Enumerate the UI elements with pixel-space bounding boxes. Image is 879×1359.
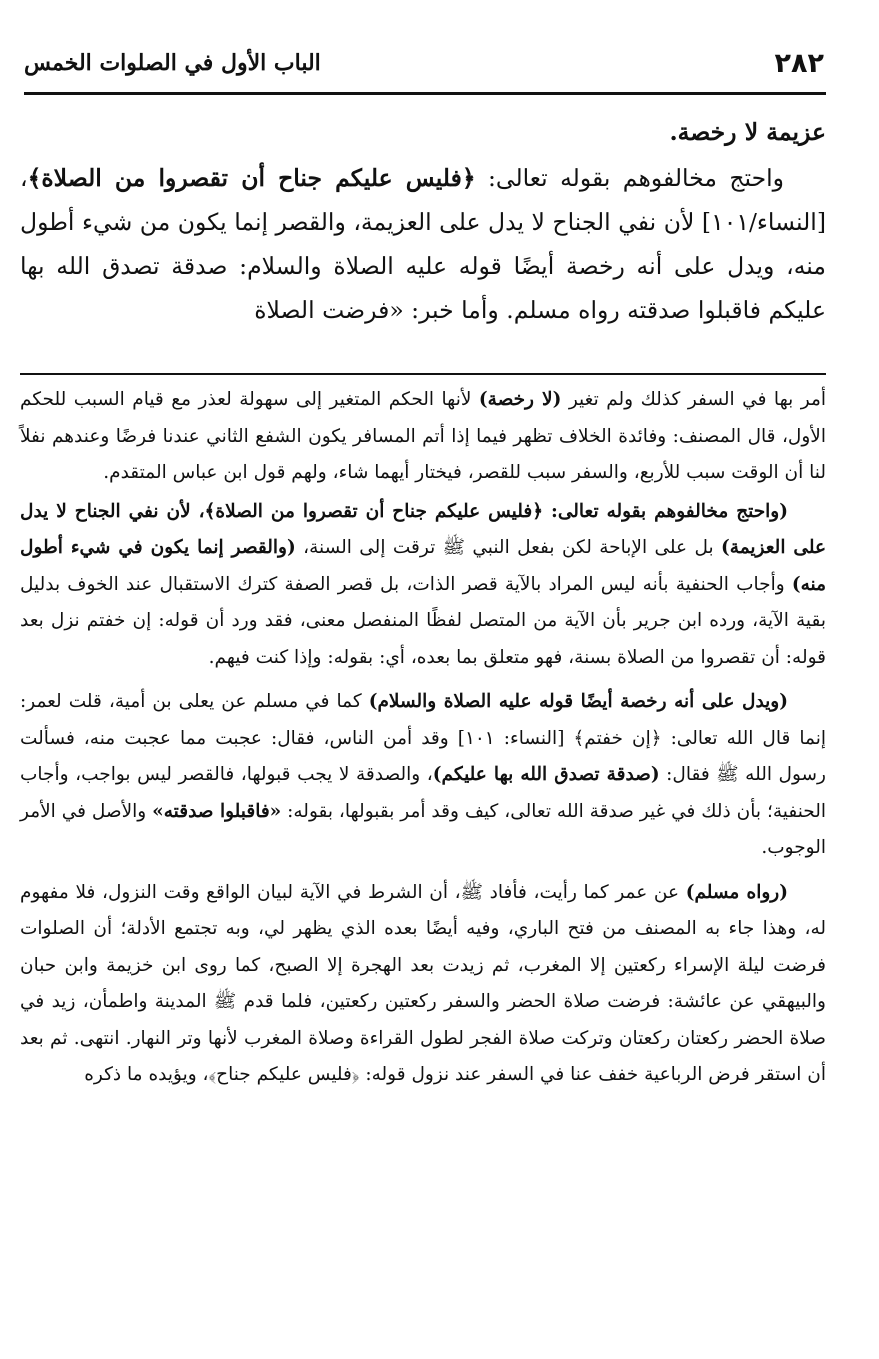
commentary-text: بل على الإباحة لكن بفعل النبي ﷺ ترقت إلى السنة، [295,537,722,558]
header-rule [24,92,826,95]
commentary-text: والأصل في الأمر الوجوب. [20,800,826,858]
main-paragraph [20,110,826,154]
commentary-quote: (والقصر إنما يكون في شيء أطول منه) [20,537,826,595]
commentary-quote: (رواه مسلم) [685,881,788,903]
main-line-1: عزيمة لا رخصة. [669,118,826,146]
commentary-quote: (واحتج مخالفوهم بقوله تعالى: ﴿فليس عليكم جناح أن تقصروا من الصلاة﴾، لأن نفي الجناح لا يدل على العزيمة) [20,500,826,558]
commentary-text: ، والصدقة لا يجب قبولها، فالقصر ليس بواجب، وأجاب الحنفية؛ بأن ذلك في غير صدقة الله تعالى، كيف وقد أمر بقبولها، بقوله: [20,764,826,822]
commentary-paragraph [20,875,826,1094]
quran-verse: ﴿فليس عليكم جناح أن تقصروا من الصلاة﴾ [27,164,476,192]
main-text-span: واحتج مخالفوهم بقوله تعالى: [475,164,784,192]
commentary-quote: (صدقة تصدق الله بها عليكم) [432,764,660,785]
commentary-text: وأجاب الحنفية بأنه ليس المراد بالآية قصر الذات، بل قصر الصفة كترك الاستقبال عند الخوف بدليل بقية الآية، ورده ابن جرير بأن الآية من المتصل لفظًا المنفصل معنى، فقد ورد أن قوله: إن خفتم نزل بعد قوله: أن تقصروا من الصلاة بسنة، فهو متعلق بما بعده، أي: بقوله: وإذا كنت فيهم. [20,573,826,668]
running-title: الباب الأول في الصلوات الخمس [24,50,321,76]
main-text [20,110,826,332]
page-header [24,46,824,86]
commentary [20,382,826,1102]
commentary-quote: «فاقبلوا صدقته» [152,800,282,822]
commentary-paragraph [20,382,826,492]
main-text-span: ، [النساء/١٠١] لأن نفي الجناح لا يدل على العزيمة، والقصر إنما يكون من شيء أطول منه، ويدل على أنه رخصة أيضًا قوله عليه الصلاة والسلام: صدقة تصدق الله بها عليكم فاقبلوا صدقته رواه مسلم. وأما خبر: «فرضت الصلاة [20,164,826,324]
commentary-text: أمر بها في السفر كذلك ولم تغير [561,389,826,410]
commentary-paragraph [20,494,826,677]
commentary-text: لأنها الحكم المتغير إلى سهولة لعذر مع قيام السبب للحكم الأول، قال المصنف: وفائدة الخلاف تظهر فيما إذا أتم المسافر يكون الشفع الثاني عندنا فرضًا وعندهم نفلاً لنا أن الوقت سبب للأربع، والسفر سبب للقصر، فيختار أيهما شاء، ولهم قول ابن عباس المتقدم. [20,389,826,483]
commentary-quote: (لا رخصة) [478,389,562,410]
commentary-quote: (ويدل على أنه رخصة أيضًا قوله عليه الصلاة والسلام) [368,691,788,712]
page-number: ٢٨٢ [774,48,824,79]
commentary-text: كما في مسلم عن يعلى بن أمية، قلت لعمر: إنما قال الله تعالى: ﴿إن خفتم﴾ [النساء: ١٠١] وقد أمن الناس، فقال: عجبت مما عجبت منه، فسألت رسول الله ﷺ فقال: [20,691,826,785]
main-paragraph [20,156,826,332]
commentary-text: عن عمر كما رأيت، فأفاد ﷺ، أن الشرط في الآية لبيان الواقع وقت النزول، فلا مفهوم له، وهذا جاء به المصنف من فتح الباري، وفيه أيضًا بعده الذي يظهر لي، وبه تجتمع الأدلة؛ أن الصلوات فرضت ليلة الإسراء ركعتين إلا المغرب، ثم زيدت بعد الهجرة إلا الصبح، كما روى ابن خزيمة وابن حبان والبيهقي عن عائشة: فرضت صلاة الحضر والسفر ركعتين ركعتين، فلما قدم ﷺ المدينة واطمأن، زيد في صلاة الحضر ركعتان ركعتان وتركت صلاة الفجر لطول القراءة وصلاة المغرب لأنها وتر النهار. انتهى. ثم بعد أن استقر فرض الرباعية خفف عنا في السفر عند نزول قوله: ﴿فليس عليكم جناح﴾، ويؤيده ما ذكره [20,881,826,1085]
footnote-separator [20,373,826,375]
commentary-paragraph [20,684,826,867]
